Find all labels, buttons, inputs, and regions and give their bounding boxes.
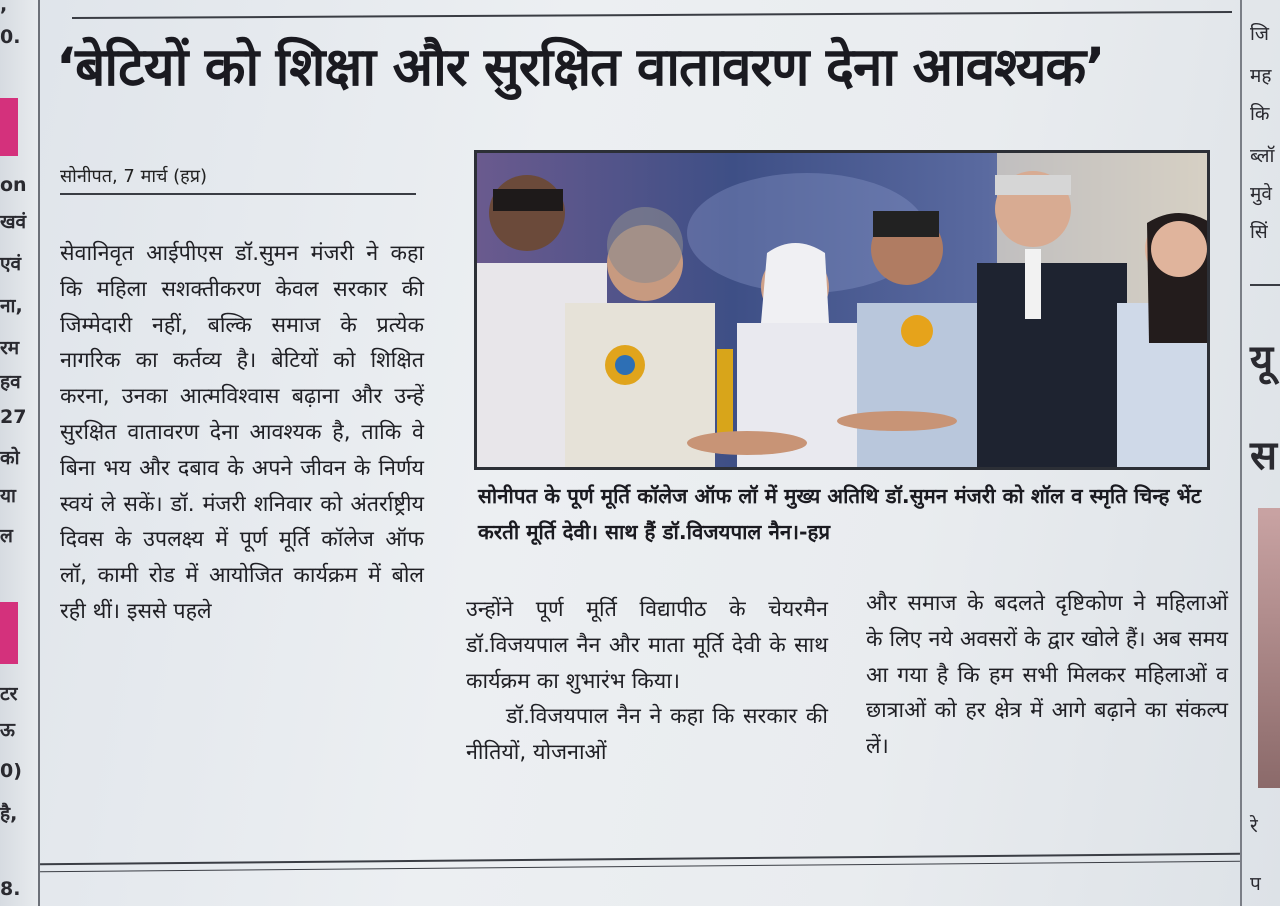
right-fragment: स — [1250, 433, 1278, 479]
dateline: सोनीपत, 7 मार्च (हप्र) — [60, 166, 208, 187]
left-fragment: 0. — [0, 26, 21, 48]
article-column-3 — [866, 586, 1228, 765]
right-fragment: मुवे — [1250, 183, 1272, 205]
article-paragraph: डॉ.विजयपाल नैन ने कहा कि सरकार की नीतियों, योजनाओं — [466, 704, 828, 766]
pink-color-block — [0, 602, 18, 664]
left-fragment: ऊ — [0, 719, 15, 741]
right-fragment: जि — [1250, 23, 1270, 45]
left-fragment: हव — [0, 371, 21, 393]
left-fragment: 0) — [0, 760, 22, 782]
left-fragment: 8. — [0, 878, 21, 900]
photo-caption: सोनीपत के पूर्ण मूर्ति कॉलेज ऑफ लॉ में मुख्य अतिथि डॉ.सुमन मंजरी को शॉल व स्मृति चिन्ह भेंट करती मूर्ति देवी। साथ हैं डॉ.विजयपाल नैन।-हप्र — [478, 484, 1202, 544]
news-photo — [474, 150, 1210, 470]
dateline-rule — [60, 193, 416, 195]
article-column-2 — [466, 592, 828, 771]
left-fragment: एवं — [0, 253, 22, 275]
left-fragment: टर — [0, 683, 18, 705]
left-fragment: रम — [0, 337, 20, 359]
right-fragment: ब्लॉ — [1250, 145, 1275, 167]
left-fragment: , — [0, 0, 8, 16]
award-ceremony-image — [477, 153, 1207, 467]
right-fragment: प — [1250, 873, 1261, 895]
right-fragment: मह — [1250, 65, 1272, 87]
left-fragment: खवं — [0, 211, 27, 233]
article-column-1 — [60, 236, 424, 630]
left-adjacent-column — [0, 0, 40, 906]
left-fragment: है, — [0, 803, 18, 825]
left-fragment: को — [0, 447, 20, 469]
left-fragment: on — [0, 174, 27, 196]
left-fragment: 27 — [0, 406, 27, 428]
adjacent-photo-edge — [1258, 508, 1280, 788]
right-fragment: यू — [1250, 337, 1274, 383]
left-fragment: ल — [0, 525, 13, 547]
headline: ‘बेटियों को शिक्षा और सुरक्षित वातावरण देना आवश्यक’ — [56, 37, 1105, 98]
divider — [1250, 284, 1280, 286]
right-fragment: रे — [1250, 815, 1258, 837]
article-paragraph: और समाज के बदलते दृष्टिकोण ने महिलाओं के लिए नये अवसरों के द्वार खोले हैं। अब समय आ गया है कि हम सभी मिलकर महिलाओं व छात्राओं को हर क्षेत्र में आगे बढ़ाने का संकल्प लें। — [866, 591, 1228, 760]
article-paragraph: सेवानिवृत आईपीएस डॉ.सुमन मंजरी ने कहा कि महिला सशक्तीकरण केवल सरकार की जिम्मेदारी नहीं, बल्कि समाज के प्रत्येक नागरिक का कर्तव्य है। बेटियों को शिक्षित करना, उनका आत्मविश्वास बढ़ाना और उन्हें सुरक्षित वातावरण देना आवश्यक है, ताकि वे बिना भय और दबाव के अपने जीवन के निर्णय स्वयं ले सकें। डॉ. मंजरी शनिवार को अंतर्राष्ट्रीय दिवस के उपलक्ष्य में पूर्ण मूर्ति कॉलेज ऑफ लॉ, कामी रोड में आयोजित कार्यक्रम में बोल रही थीं। इससे पहले — [60, 241, 424, 624]
left-fragment: या — [0, 485, 16, 507]
left-fragment: ना, — [0, 295, 23, 317]
article-paragraph: उन्होंने पूर्ण मूर्ति विद्यापीठ के चेयरमैन डॉ.विजयपाल नैन और माता मूर्ति देवी के साथ कार्यक्रम का शुभारंभ किया। — [466, 597, 828, 694]
right-fragment: कि — [1250, 103, 1270, 125]
pink-color-block — [0, 98, 18, 156]
right-fragment: सिं — [1250, 221, 1268, 243]
